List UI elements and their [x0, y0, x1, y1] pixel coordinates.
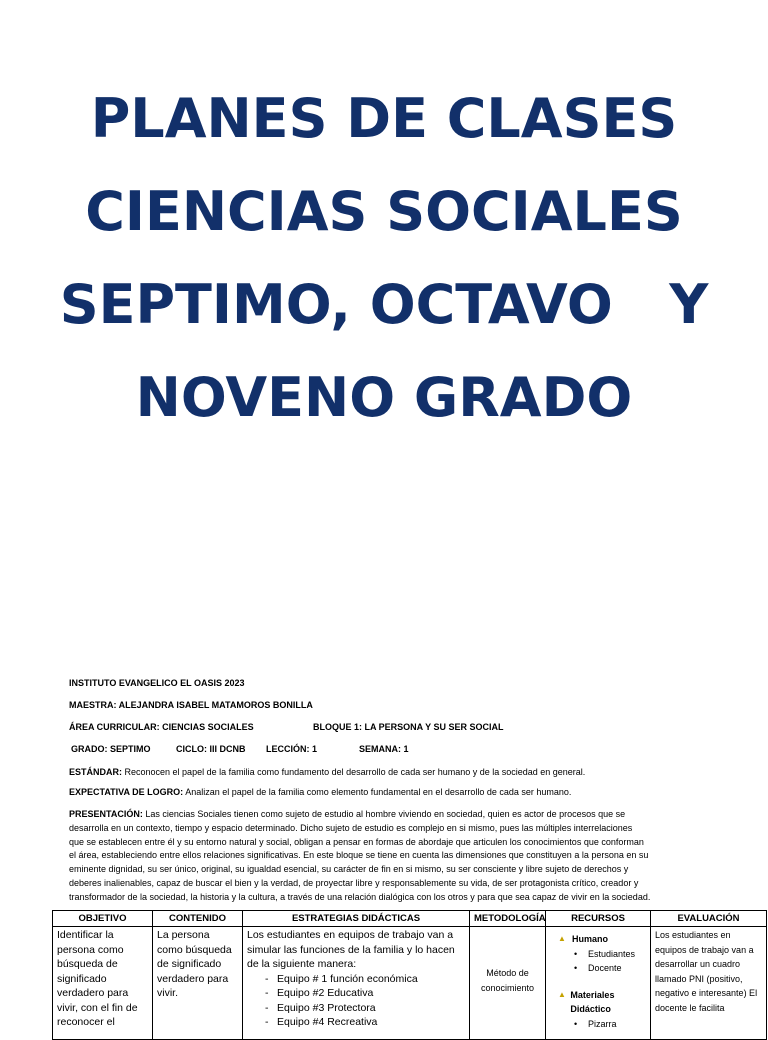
lesson-plan-table — [52, 910, 767, 1040]
institute-name: INSTITUTO EVANGELICO EL OASIS 2023 — [69, 678, 245, 688]
presentation-line: Las ciencias Sociales tienen como sujeto de estudio al hombre viviendo en sociedad, quien es actor de procesos que se — [145, 809, 626, 819]
estrategias-intro: Los estudiantes en equipos de trabajo van a simular las funciones de la familia y lo hacen de la siguiente manera: — [247, 929, 455, 970]
presentation-line: el área, estableciendo entre ellos relaciones significativas. En este bloque se tiene en cuenta las dimensiones que constituyen a la persona en su — [69, 850, 649, 861]
list-item: - Equipo #3 Protectora — [263, 1001, 465, 1016]
presentation-label: PRESENTACIÓN: — [69, 809, 143, 819]
list-item: - Equipo #4 Recreativa — [263, 1015, 465, 1030]
expectation-text: Analizan el papel de la familia como elemento fundamental en el desarrollo de cada ser humano. — [185, 787, 572, 797]
resource-icon: ▲ — [558, 989, 566, 999]
header-estrategias: ESTRATEGIAS DIDÁCTICAS — [243, 911, 470, 927]
resource-icon: ▲ — [558, 934, 566, 943]
list-item: • Pizarra — [574, 1017, 646, 1032]
title-line: CIENCIAS SOCIALES — [85, 180, 683, 243]
area-label: ÁREA CURRICULAR: CIENCIAS SOCIALES — [69, 722, 254, 732]
header-recursos: RECURSOS — [546, 911, 651, 927]
presentation-line: transformador de la sociedad, la historia y la cultura, a través de una relación dialógica con los otros y para que sea capaz de vivir en la sociedad. — [69, 891, 651, 902]
metodologia-text: Método de conocimiento — [480, 968, 535, 993]
materiales-label: Materiales Didáctico — [570, 989, 615, 1014]
header-evaluacion: EVALUACIÓN — [651, 911, 767, 927]
header-metodologia: METODOLOGÍA — [470, 911, 546, 927]
presentation-line: que se establecen entre él y su entorno natural y social, obligan a pensar en formas de abordaje que articulen los conocimientos que conforman — [69, 836, 644, 847]
cell-estrategias — [243, 927, 470, 1040]
block-label: BLOQUE 1: LA PERSONA Y SU SER SOCIAL — [313, 722, 504, 732]
header-objetivo: OBJETIVO — [53, 911, 153, 927]
document-title — [0, 72, 768, 444]
cell-objetivo: Identificar la persona como búsqueda de significado verdadero para vivir, con el fin de reconocer el — [53, 927, 153, 1040]
title-line: NOVENO GRADO — [135, 366, 633, 429]
standard — [69, 766, 699, 778]
lesson-label: LECCIÓN: 1 — [266, 744, 318, 754]
cycle-label: CICLO: III DCNB — [176, 744, 246, 754]
humano-label: Humano — [572, 934, 608, 944]
presentation-line: desarrolla en un contexto, tiempo y espacio determinado. Dicho sujeto de estudio es complejo en si mismo, pues las múltiples interrelaciones — [69, 822, 633, 833]
standard-label: ESTÁNDAR: — [69, 767, 122, 777]
presentation-line: deberes inalienables, capaz de buscar el bien y la verdad, de proyectar libre y responsablemente su vida, de ser protagonista crítico, creador y — [69, 877, 639, 888]
presentation-line: eminente dignidad, su ser único, original, su igualdad esencial, su carácter de fin en si mismo, su ser consciente y libre sujeto de derechos y — [69, 864, 629, 875]
list-item: - Equipo #2 Educativa — [263, 986, 465, 1001]
title-line: SEPTIMO, OCTAVO Y — [59, 273, 709, 336]
presentation — [69, 808, 699, 905]
cell-recursos — [546, 927, 651, 1040]
expectation — [69, 786, 699, 798]
teacher-name: MAESTRA: ALEJANDRA ISABEL MATAMOROS BONILLA — [69, 700, 313, 710]
cell-evaluacion: Los estudiantes en equipos de trabajo van a desarrollar un cuadro llamado PNI (positivo, negativo e interesante) El docente le facilita — [651, 927, 767, 1040]
title-line: PLANES DE CLASES — [90, 87, 678, 150]
standard-text: Reconocen el papel de la familia como fundamento del desarrollo de cada ser humano y de la sociedad en general. — [124, 767, 586, 777]
grade-label: GRADO: SEPTIMO — [71, 744, 151, 754]
curricular-area — [69, 721, 699, 733]
week-label: SEMANA: 1 — [359, 744, 409, 754]
list-item: - Equipo # 1 función económica — [263, 972, 465, 987]
header-contenido: CONTENIDO — [153, 911, 243, 927]
cell-metodologia — [470, 927, 546, 1040]
expectation-label: EXPECTATIVA DE LOGRO: — [69, 787, 184, 797]
table-header-row — [53, 911, 767, 927]
list-item: • Docente — [574, 961, 646, 976]
table-row — [53, 927, 767, 1040]
list-item: • Estudiantes — [574, 947, 646, 962]
cell-contenido: La persona como búsqueda de significado verdadero para vivir. — [153, 927, 243, 1040]
